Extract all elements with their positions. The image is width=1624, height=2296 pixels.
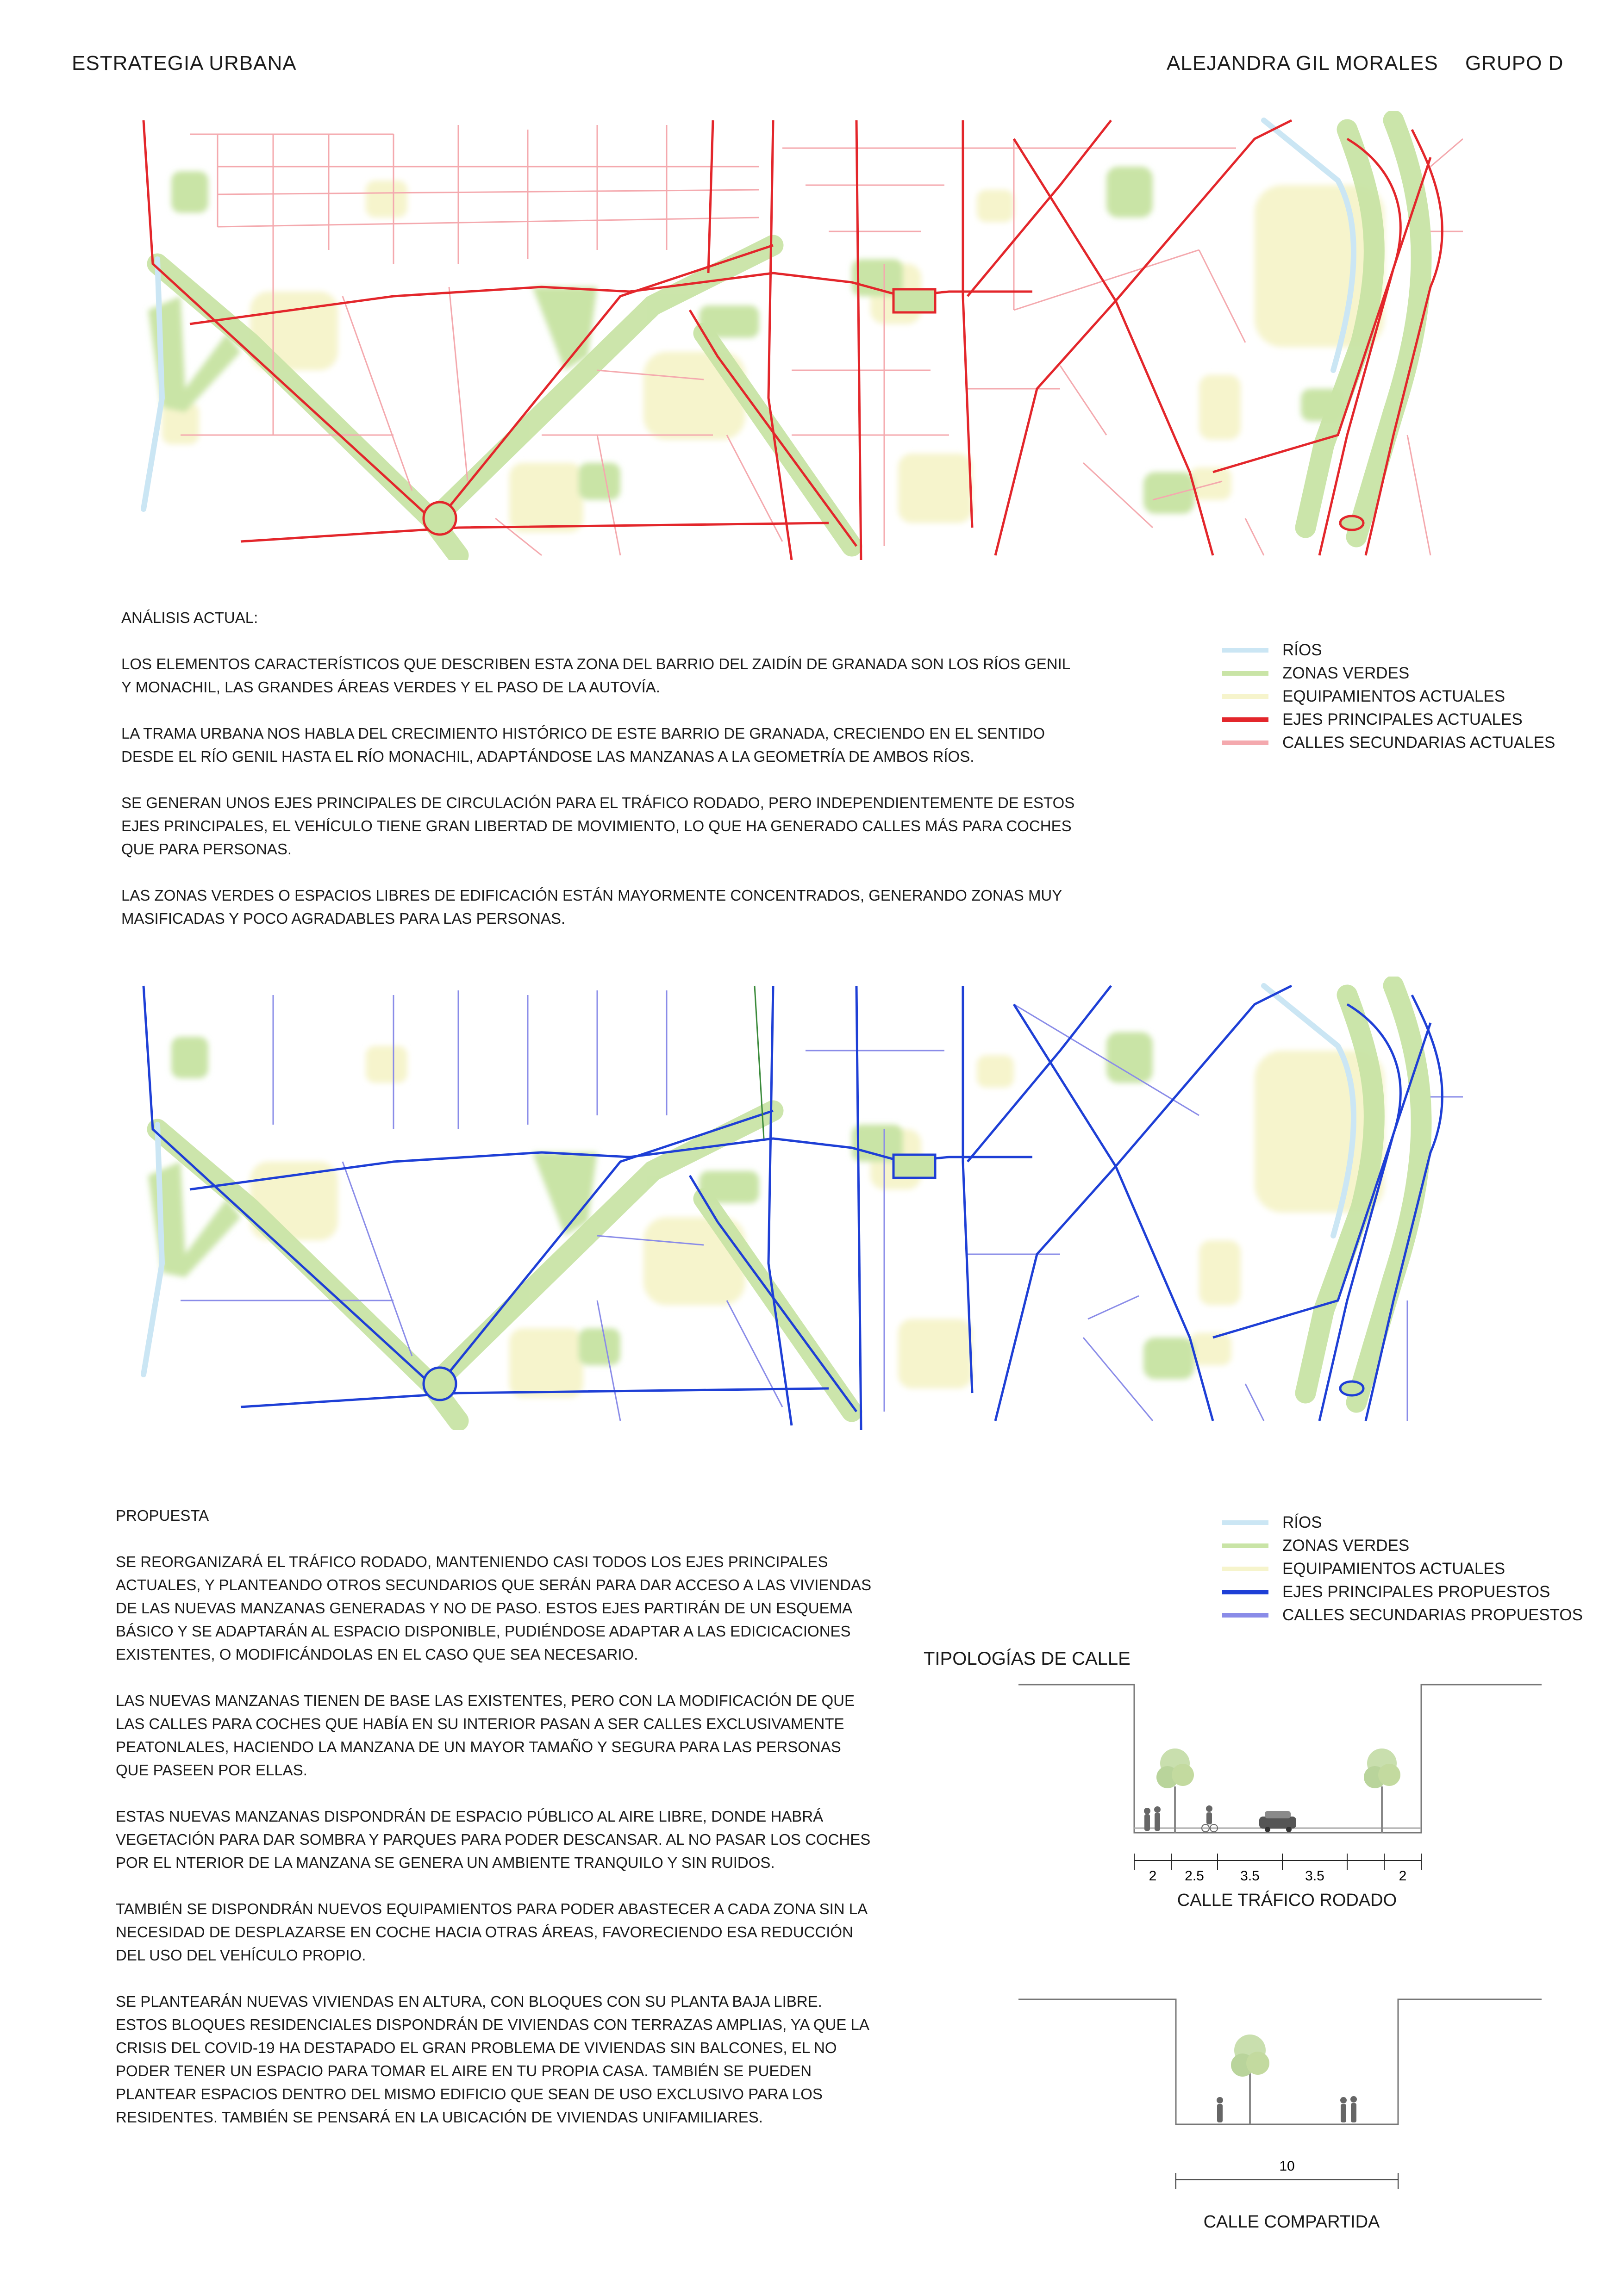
traffic-street-caption: CALLE TRÁFICO RODADO bbox=[1177, 1891, 1397, 1910]
dimension-label: 2 bbox=[1149, 1868, 1157, 1884]
legend-item: ZONAS VERDES bbox=[1222, 662, 1555, 685]
pedestrian-icon bbox=[1144, 1806, 1161, 1831]
tree-icon bbox=[1364, 1748, 1400, 1833]
legend-swatch bbox=[1222, 1590, 1268, 1594]
legend-swatch bbox=[1222, 740, 1268, 745]
legend-swatch bbox=[1222, 1543, 1268, 1548]
street-types-title: TIPOLOGÍAS DE CALLE bbox=[924, 1649, 1131, 1669]
current-streets-map bbox=[134, 111, 1463, 560]
proposal-heading: PROPUESTA bbox=[116, 1507, 209, 1524]
legend-item: CALLES SECUNDARIAS PROPUESTOS bbox=[1222, 1604, 1583, 1627]
legend-current bbox=[1222, 639, 1555, 754]
legend-item: EJES PRINCIPALES ACTUALES bbox=[1222, 708, 1555, 731]
proposal-section bbox=[116, 1504, 875, 2152]
legend-item: RÍOS bbox=[1222, 1511, 1583, 1534]
proposal-paragraph: ESTAS NUEVAS MANZANAS DISPONDRÁN DE ESPACIO PÚBLICO AL AIRE LIBRE, DONDE HABRÁ VEGETACIÓN PARA DAR SOMBRA Y PARQUES PARA PODER DESCANSAR. AL NO PASAR LOS COCHES POR EL NTERIOR DE LA MANZANA SE GENERA UN AMBIENTE TRANQUILO Y SIN RUIDOS. bbox=[116, 1808, 871, 1871]
legend-item: EQUIPAMIENTOS ACTUALES bbox=[1222, 1557, 1583, 1580]
legend-swatch bbox=[1222, 671, 1268, 676]
proposed-streets-map bbox=[134, 977, 1463, 1430]
proposal-paragraph: SE REORGANIZARÁ EL TRÁFICO RODADO, MANTENIENDO CASI TODOS LOS EJES PRINCIPALES ACTUALES, Y PLANTEANDO OTROS SECUNDARIOS QUE SERÁN PARA DAR ACCESO A LAS VIVIENDAS DE LAS NUEVAS MANZANAS GENERADAS Y NO DE PASO. ESTOS EJES PARTIRÁN DE UN ESQUEMA BÁSICO Y SE ADAPTARÁN AL ESPACIO DISPONIBLE, PUDIÉNDOSE ADAPTAR A LAS EDICICACIONES EXISTENTES, O MODIFICÁNDOLAS EN EL CASO QUE SEA NECESARIO. bbox=[116, 1553, 872, 1663]
shared-street-section bbox=[1018, 1990, 1555, 2212]
legend-swatch bbox=[1222, 1567, 1268, 1571]
analysis-heading: ANÁLISIS ACTUAL: bbox=[121, 609, 258, 626]
legend-item: RÍOS bbox=[1222, 639, 1555, 662]
analysis-paragraph: SE GENERAN UNOS EJES PRINCIPALES DE CIRCULACIÓN PARA EL TRÁFICO RODADO, PERO INDEPENDIENTEMENTE DE ESTOS EJES PRINCIPALES, EL VEHÍCULO TIENE GRAN LIBERTAD DE MOVIMIENTO, LO QUE HA GENERADO CALLES MÁS PARA COCHES QUE PARA PERSONAS. bbox=[121, 794, 1075, 858]
dimension-label: 2.5 bbox=[1185, 1868, 1204, 1884]
analysis-section bbox=[121, 606, 1075, 953]
legend-swatch bbox=[1222, 1613, 1268, 1618]
legend-item: EJES PRINCIPALES PROPUESTOS bbox=[1222, 1580, 1583, 1604]
proposal-paragraph: TAMBIÉN SE DISPONDRÁN NUEVOS EQUIPAMIENTOS PARA PODER ABASTECER A CADA ZONA SIN LA NECESIDAD DE DESPLAZARSE EN COCHE HACIA OTRAS ÁREAS, FAVORECIENDO ESA REDUCCIÓN DEL USO DEL VEHÍCULO PROPIO. bbox=[116, 1900, 867, 1964]
analysis-paragraph: LAS ZONAS VERDES O ESPACIOS LIBRES DE EDIFICACIÓN ESTÁN MAYORMENTE CONCENTRADOS, GENERANDO ZONAS MUY MASIFICADAS Y POCO AGRADABLES PARA LAS PERSONAS. bbox=[121, 887, 1062, 927]
pedestrian-icon bbox=[1340, 2096, 1357, 2122]
proposed-main-streets bbox=[144, 986, 1442, 1430]
car-icon bbox=[1259, 1811, 1296, 1832]
dimension-label: 3.5 bbox=[1305, 1868, 1324, 1884]
legend-swatch bbox=[1222, 694, 1268, 699]
traffic-street-section bbox=[1018, 1675, 1555, 1893]
legend-swatch bbox=[1222, 1520, 1268, 1525]
page-title: ESTRATEGIA URBANA bbox=[72, 52, 297, 75]
equipment-areas bbox=[162, 180, 1384, 532]
group-label: GRUPO D bbox=[1465, 52, 1564, 75]
legend-swatch bbox=[1222, 648, 1268, 653]
dimension-label: 2 bbox=[1399, 1868, 1407, 1884]
legend-item: CALLES SECUNDARIAS ACTUALES bbox=[1222, 731, 1555, 754]
tree-icon bbox=[1156, 1748, 1194, 1833]
green-corridors bbox=[157, 120, 1421, 555]
proposal-paragraph: SE PLANTEARÁN NUEVAS VIVIENDAS EN ALTURA, CON BLOQUES CON SU PLANTA BAJA LIBRE. ESTOS BLOQUES RESIDENCIALES DISPONDRÁN DE VIVIENDAS CON TERRAZAS AMPLIAS, YA QUE LA CRISIS DEL COVID-19 HA DESTAPADO EL GRAN PROBLEMA DE VIVIENDAS SIN BALCONES, EL NO PODER TENER UN ESPACIO PARA TOMAR EL AIRE EN TU PROPIA CASA. TAMBIÉN SE PUEDEN PLANTEAR ESPACIOS DENTRO DEL MISMO EDIFICIO QUE SEAN DE USO EXCLUSIVO PARA LOS RESIDENTES. TAMBIÉN SE PENSARÁ EN LA UBICACIÓN DE VIVIENDAS UNIFAMILIARES. bbox=[116, 1993, 869, 2126]
main-streets bbox=[144, 120, 1442, 560]
proposal-paragraph: LAS NUEVAS MANZANAS TIENEN DE BASE LAS EXISTENTES, PERO CON LA MODIFICACIÓN DE QUE LAS CALLES PARA COCHES QUE HABÍA EN SU INTERIOR PASAN A SER CALLES EXCLUSIVAMENTE PEATONLALES, HACIENDO LA MANZANA DE UN MAYOR TAMAÑO Y SEGURA PARA LAS PERSONAS QUE PASEEN POR ELLAS. bbox=[116, 1692, 855, 1779]
legend-swatch bbox=[1222, 717, 1268, 722]
shared-street-caption: CALLE COMPARTIDA bbox=[1203, 2212, 1380, 2232]
tree-icon bbox=[1231, 2035, 1269, 2124]
legend-item: ZONAS VERDES bbox=[1222, 1534, 1583, 1557]
legend-item: EQUIPAMIENTOS ACTUALES bbox=[1222, 685, 1555, 708]
author-name: ALEJANDRA GIL MORALES bbox=[1167, 52, 1438, 75]
pedestrian-icon bbox=[1217, 2097, 1223, 2122]
legend-proposed bbox=[1222, 1511, 1583, 1627]
analysis-paragraph: LA TRAMA URBANA NOS HABLA DEL CRECIMIENTO HISTÓRICO DE ESTE BARRIO DE GRANADA, CRECIENDO EN EL SENTIDO DESDE EL RÍO GENIL HASTA EL RÍO MONACHIL, ADAPTÁNDOSE LAS MANZANAS A LA GEOMETRÍA DE AMBOS RÍOS. bbox=[121, 725, 1045, 765]
analysis-paragraph: LOS ELEMENTOS CARACTERÍSTICOS QUE DESCRIBEN ESTA ZONA DEL BARRIO DEL ZAIDÍN DE GRANADA SON LOS RÍOS GENIL Y MONACHIL, LAS GRANDES ÁREAS VERDES Y EL PASO DE LA AUTOVÍA. bbox=[121, 655, 1070, 696]
dimension-label: 3.5 bbox=[1240, 1868, 1260, 1884]
dimension-label: 10 bbox=[1279, 2159, 1295, 2174]
